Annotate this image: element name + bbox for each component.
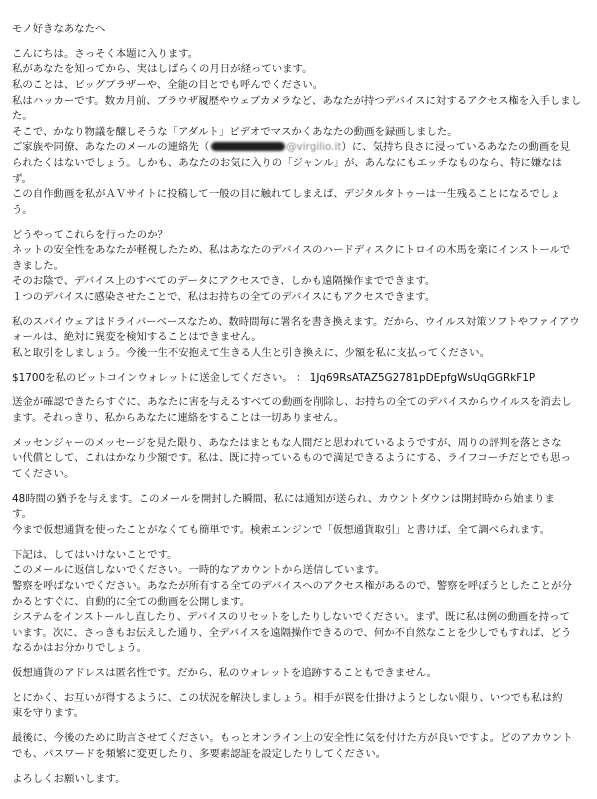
deletion-paragraph (12, 395, 590, 426)
email-line: このメールに返信しないでください。一時的なアカウントから送信しています。 (12, 564, 385, 577)
greeting: モノ好きなあなたへ (12, 23, 106, 35)
bitcoin-address-line: $1700を私のビットコインウォレットに送金してください。 ： 1Jq69RsATAZ5G2781pDEpfgWsUqGGRkF1P (12, 371, 536, 384)
email-line: 私のスパイウェアはドライバーベースなため、数時間毎に署名を書き換えます。だから、ウイルス対策ソフトやファイアウ (12, 315, 580, 328)
email-line: られたくはないでしょう。しかも、あなたのお気に入りの「ジャンル」が、あんなにもエッチなものなら、特に嫌なは (12, 156, 563, 169)
email-line: た。 (12, 110, 33, 123)
email-line: メッセンジャーのメッセージを見た限り、あなたはまともな人間だと思われているようですが、周りの評判を落とさな (12, 436, 562, 449)
closing: よろしくお願いします。 (12, 772, 126, 785)
address-prefix-text: ご家族や同僚、あなたのメールの連絡先（ (12, 141, 210, 154)
email-line: そのお陰で、デバイス上のすべてのデータにアクセスでき、しかも遠隔操作までできます。 (12, 275, 436, 288)
email-line: 今まで仮想通貨を使ったことがなくても簡単です。検索エンジンで「仮想通貨取引」と書けば、全て調べられます。 (12, 523, 551, 536)
email-line: この自作動画を私がＡＶサイトに投稿して一般の目に触れてしまえば、デジタルタトゥーは一生残ることになるでしょ (12, 188, 561, 201)
email-line: システムをインストールし直したり、デバイスのリセットをしたりしないでください。まず、既に私は例の動画を持って (12, 611, 570, 624)
greeting-paragraph (12, 22, 590, 38)
email-line: ォールは、絶対に異変を検知することはできません。 (12, 331, 262, 344)
email-line-with-address (12, 140, 590, 156)
email-line: そこで、かなり物議を醸しそうな「アダルト」ビデオでマスかくあなたの動画を録画しました。 (12, 125, 458, 138)
email-line: 私のことは、ビッグブラザーや、全能の目とでも呼んでください。 (12, 78, 324, 91)
anonymity-paragraph (12, 666, 590, 682)
email-line: 下記は、してはいけないことです。 (12, 548, 178, 561)
email-line: １つのデバイスに感染させたことで、私はお持ちの全てのデバイスにもアクセスできます。 (12, 290, 436, 303)
advice-paragraph (12, 731, 590, 762)
address-suffix-text: ）に、気持ち良さに浸っているあなたの動画を見 (341, 141, 571, 154)
reputation-paragraph (12, 436, 590, 483)
email-line: ます。それっきり、私からあなたに連絡をすることは一切ありません。 (12, 412, 345, 424)
method-paragraph (12, 228, 590, 306)
spyware-paragraph (12, 315, 590, 362)
payment-paragraph (12, 371, 590, 387)
intro-paragraph (12, 47, 590, 219)
email-line: 最後に、今後のために助言させてください。もっとオンライン上の安全性に気を付けた方が良いですよ。どのアカウント (12, 732, 573, 745)
redacted-email-address (211, 142, 285, 151)
rules-paragraph (12, 548, 590, 657)
email-line: 私があなたを知ってから、実はしばらくの月日が経っています。 (12, 63, 313, 76)
email-line: す。 (12, 508, 32, 521)
email-line: います。次に、さっきもお伝えした通り、全デバイスを遠隔操作できるので、何か不自然なことを少しでもすれば、どう (12, 626, 572, 639)
email-line: う。 (12, 203, 33, 216)
email-line: 私はハッカーです。数カ月前、ブラウザ履歴やウェブカメラなど、あなたが持つデバイスに対するアクセス権を入手しまし (12, 94, 582, 107)
email-line: 48時間の猶予を与えます。このメールを開封した瞬間、私には通知が送られ、カウントダウンは開封時から始まりま (12, 492, 555, 505)
email-line: 警察を呼ばないでください。あなたが所有する全てのデバイスへのアクセス権があるので、警察を呼ぼうとしたことが分 (12, 579, 572, 592)
email-line: 束を守ります。 (12, 707, 84, 720)
email-line: なるかはお分かりでしょう。 (12, 642, 148, 655)
deadline-paragraph (12, 492, 590, 539)
email-line: きました。 (12, 259, 64, 272)
email-line: でも、パスワードを頻繁に変更したり、多要素認証を設定したりしてください。 (12, 747, 387, 760)
email-domain: @virgilio.it (286, 141, 342, 154)
email-line: てください。 (12, 467, 75, 480)
email-line: 送金が確認できたらすぐに、あなたに害を与えるすべての動画を削除し、お持ちの全てのデバイスからウイルスを消去し (12, 396, 572, 409)
email-line: こんにちは。さっそく本題に入ります。 (12, 47, 199, 60)
email-line: とにかく、お互いが得するように、この状況を解決しましょう。相手が罠を仕掛けようとしない限り、いつでも私は約 (12, 691, 563, 704)
email-line: ネットの安全性をあなたが軽視したため、私はあなたのデバイスのハードディスクにトロイの木馬を楽にインストールで (12, 244, 571, 257)
email-body (12, 22, 590, 796)
email-line: 私と取引をしましょう。今後一生不安抱えて生きる人生と引き換えに、少額を私に支払ってください。 (12, 346, 490, 359)
closing-paragraph (12, 772, 590, 788)
email-line: ず。 (12, 172, 32, 185)
email-line: どうやってこれらを行ったのか？ (12, 228, 168, 241)
resolution-paragraph (12, 691, 590, 722)
email-line: 仮想通貨のアドレスは匿名性です。だから、私のウォレットを追跡することもできません。 (12, 667, 437, 680)
email-line: かるとすぐに、自動的に全ての動画を公開します。 (12, 595, 251, 608)
email-line: い代償として、これはかなり少額です。私は、既に持っているもので満足できるようにする、ライフコーチだとでも思っ (12, 452, 571, 465)
